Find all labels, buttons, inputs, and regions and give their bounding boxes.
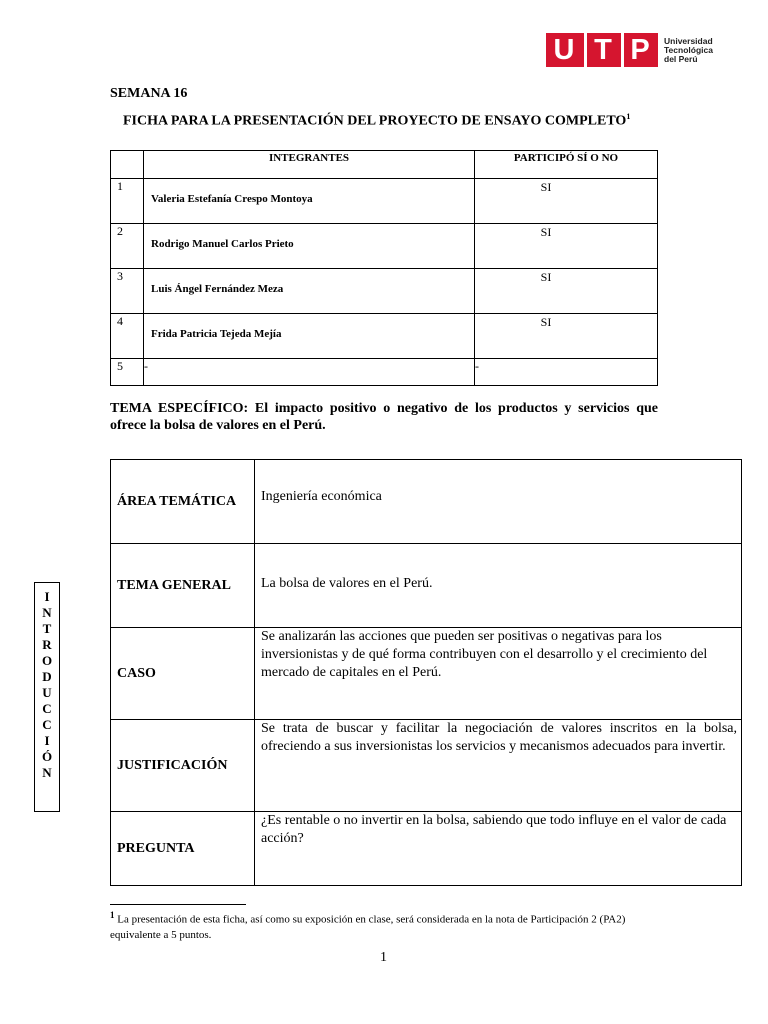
header-members: INTEGRANTES	[144, 151, 475, 179]
week-label: SEMANA 16	[110, 86, 188, 101]
members-header-row	[111, 151, 658, 179]
footnote	[110, 908, 630, 943]
table-row	[111, 359, 658, 386]
table-row	[111, 628, 742, 720]
table-row	[111, 269, 658, 314]
page-title-text: FICHA PARA LA PRESENTACIÓN DEL PROYECTO DE ENSAYO COMPLETO	[123, 113, 627, 129]
participated-value: SI	[540, 315, 552, 329]
member-name-cell	[144, 269, 475, 314]
side-letter: C	[42, 701, 52, 716]
table-row	[111, 544, 742, 628]
utp-logo	[546, 33, 713, 67]
specific-topic: TEMA ESPECÍFICO: El impacto positivo o negativo de los productos y servicios que ofrece la bolsa de valores en el Perú.	[110, 401, 658, 433]
side-letter: I	[44, 589, 50, 604]
logo-letter-p: P	[624, 33, 658, 67]
table-row	[111, 720, 742, 812]
member-name: Rodrigo Manuel Carlos Prieto	[151, 238, 294, 250]
page-number: 1	[380, 950, 387, 965]
row-num: 3	[111, 269, 144, 314]
project-info-table	[110, 459, 742, 886]
logo-line-2: Tecnológica	[664, 44, 713, 55]
introduction-side-label	[34, 582, 60, 812]
info-value: Se trata de buscar y facilitar la negociación de valores inscritos en la bolsa, ofreciendo a sus inversionistas los servicios y mecanismos adecuados para invertir.	[255, 720, 742, 812]
title-footnote-mark: 1	[626, 112, 631, 121]
participated-cell	[475, 224, 658, 269]
header-participated: PARTICIPÓ SÍ O NO	[475, 151, 658, 179]
side-letter: U	[42, 685, 52, 700]
row-num: 5	[111, 359, 144, 386]
side-letter: I	[44, 733, 50, 748]
side-letter: R	[42, 637, 52, 652]
member-name: Luis Ángel Fernández Meza	[151, 283, 284, 295]
side-letter: Ó	[41, 749, 53, 764]
page-title	[123, 112, 630, 130]
side-letter: N	[42, 605, 52, 620]
info-label: JUSTIFICACIÓN	[111, 720, 255, 812]
participated-value: SI	[540, 180, 552, 194]
members-table	[110, 150, 658, 386]
member-name-cell	[144, 314, 475, 359]
info-value: La bolsa de valores en el Perú.	[255, 544, 742, 628]
row-num: 2	[111, 224, 144, 269]
side-letter: D	[42, 669, 52, 684]
info-label: PREGUNTA	[111, 812, 255, 886]
info-label: CASO	[111, 628, 255, 720]
info-value: Ingeniería económica	[255, 460, 742, 544]
participated-cell	[475, 269, 658, 314]
side-letter: N	[42, 765, 52, 780]
footnote-text: La presentación de esta ficha, así como su exposición en clase, será considerada en la nota de Participación 2 (PA2) equivalente a 5 puntos.	[110, 913, 626, 941]
logo-line-3: del Perú	[664, 53, 698, 64]
footnote-mark: 1	[110, 910, 115, 920]
info-label: ÁREA TEMÁTICA	[111, 460, 255, 544]
row-num: 1	[111, 179, 144, 224]
logo-letter-u: U	[546, 33, 584, 67]
table-row	[111, 314, 658, 359]
participated-cell	[475, 179, 658, 224]
participated-value: -	[475, 359, 658, 386]
member-name: Frida Patricia Tejeda Mejía	[151, 328, 282, 340]
side-letter: O	[41, 653, 53, 668]
side-letter: T	[42, 621, 52, 636]
header-num	[111, 151, 144, 179]
logo-letter-t: T	[587, 33, 621, 67]
participated-value: SI	[540, 225, 552, 239]
participated-value: SI	[540, 270, 552, 284]
member-name: -	[144, 359, 475, 386]
footnote-divider	[110, 904, 246, 905]
table-row	[111, 179, 658, 224]
member-name-cell	[144, 179, 475, 224]
participated-cell	[475, 314, 658, 359]
table-row	[111, 812, 742, 886]
table-row	[111, 224, 658, 269]
info-label: TEMA GENERAL	[111, 544, 255, 628]
info-value: ¿Es rentable o no invertir en la bolsa, sabiendo que todo influye en el valor de cada acción?	[255, 812, 742, 886]
info-value: Se analizarán las acciones que pueden ser positivas o negativas para los inversionistas y de qué forma contribuyen con el desarrollo y el crecimiento del mercado de capitales en el Perú.	[255, 628, 742, 720]
side-letter: C	[42, 717, 52, 732]
table-row	[111, 460, 742, 544]
row-num: 4	[111, 314, 144, 359]
member-name-cell	[144, 224, 475, 269]
logo-text	[664, 37, 713, 64]
logo-line-1: Universidad	[664, 35, 713, 46]
member-name: Valeria Estefanía Crespo Montoya	[151, 193, 313, 205]
